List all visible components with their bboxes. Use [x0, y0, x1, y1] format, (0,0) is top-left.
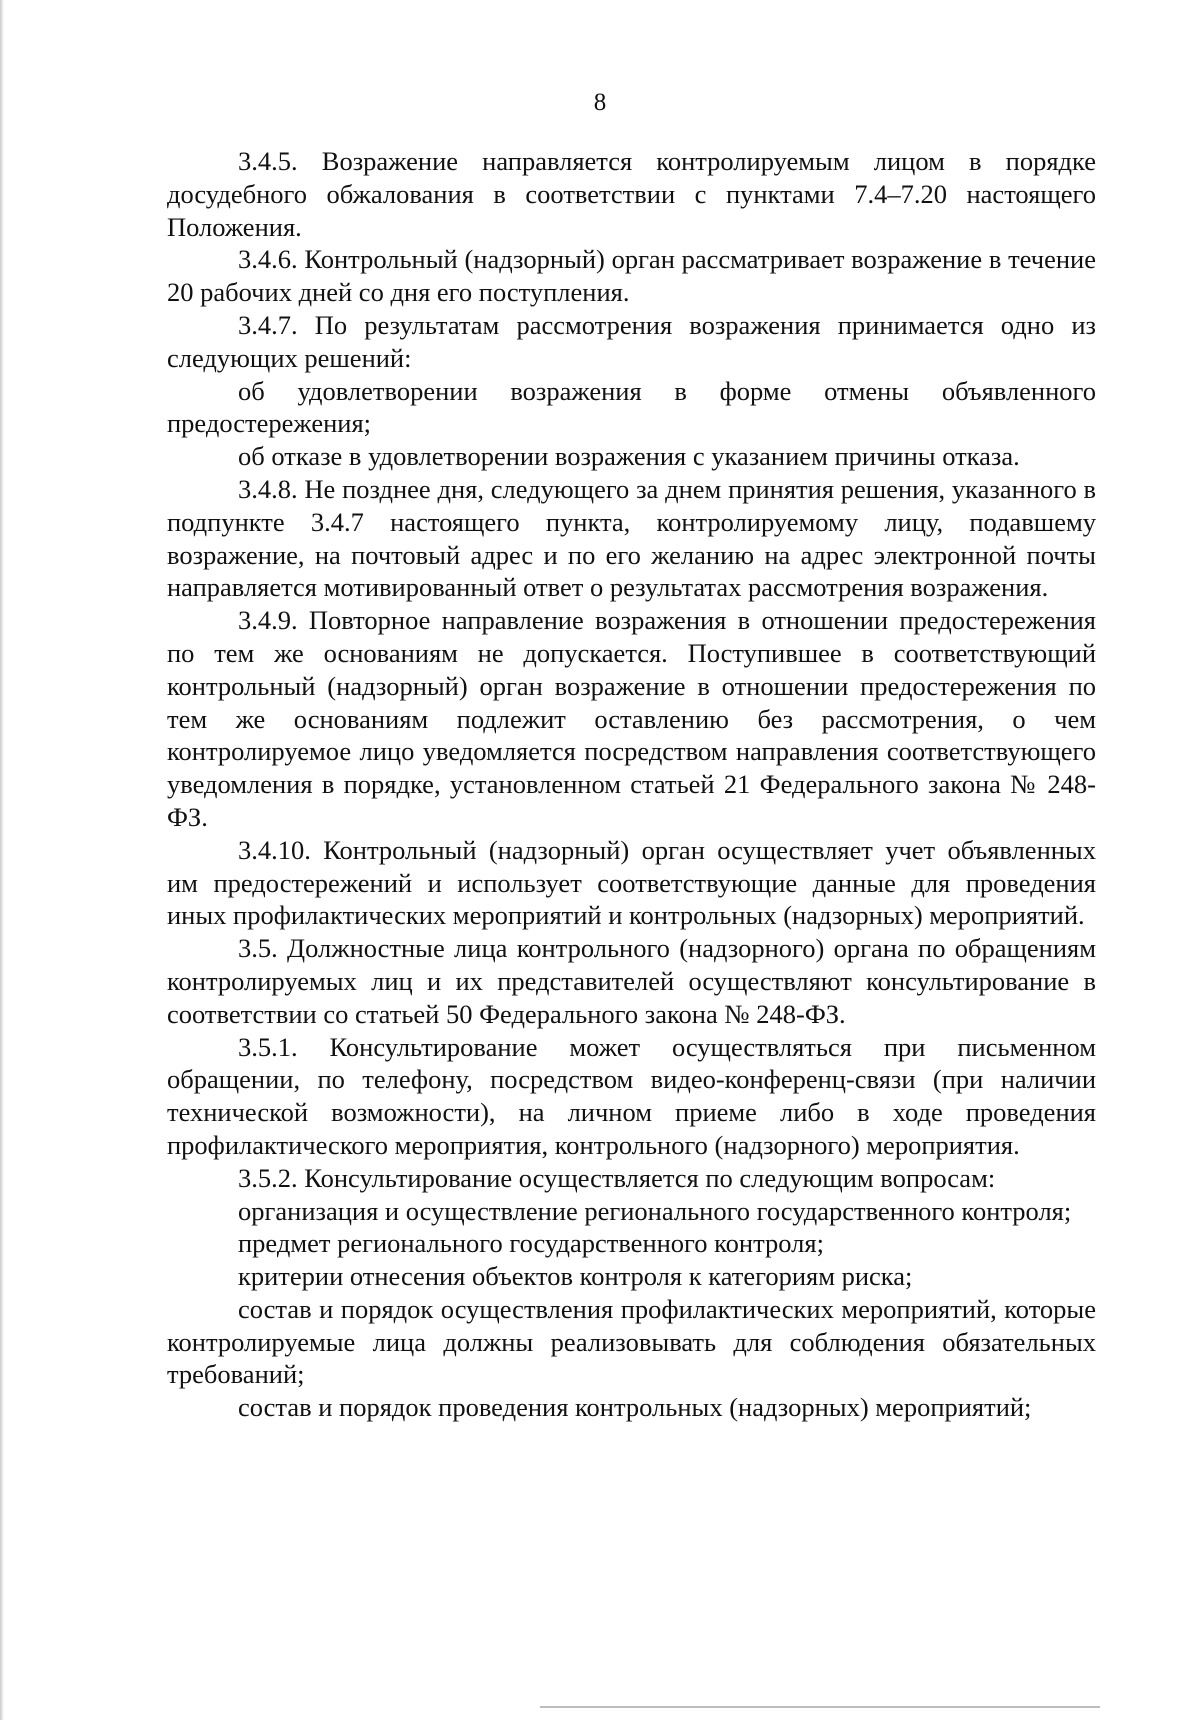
paragraph-3-4-10: 3.4.10. Контрольный (надзорный) орган осуществляет учет объявленных им предостережений и использует соответствующие данные для проведения иных профилактических мероприятий и контрольных (надзорных) мероприятий. — [167, 834, 1096, 931]
list-item-risk-criteria: критерии отнесения объектов контроля к категориям риска; — [238, 1261, 913, 1292]
paragraph-3-5: 3.5. Должностные лица контрольного (надзорного) органа по обращениям контролируемых лиц и их представителей осуществляют консультирование в соответствии со статьей 50 Федерального закона № 248-ФЗ. — [167, 933, 1096, 1029]
paragraph-3-5-1: 3.5.1. Консультирование может осуществляться при письменном обращении, по телефону, посредством видео-конференц-связи (при наличии технической возможности), на личном приеме либо в ходе проведения профилактического мероприятия, контрольного (надзорного) мероприятия. — [167, 1031, 1096, 1160]
list-item-organization: организация и осуществление регионального государственного контроля; — [238, 1195, 1072, 1226]
list-item-prevention-measures: состав и порядок осуществления профилактических мероприятий, которые контролируемые лица должны реализовывать для соблюдения обязательных требований; — [167, 1293, 1096, 1390]
document-body — [167, 145, 1096, 1424]
paragraph-3-4-6: 3.4.6. Контрольный (надзорный) орган рассматривает возражение в течение 20 рабочих дней со дня его поступления. — [167, 244, 1096, 308]
paragraph-3-4-7: 3.4.7. По результатам рассмотрения возражения принимается одно из следующих решений: — [167, 309, 1096, 373]
list-item-decision-refuse: об отказе в удовлетворении возражения с указанием причины отказа. — [238, 441, 1020, 472]
list-item-decision-satisfy: об удовлетворении возражения в форме отмены объявленного предостережения; — [167, 375, 1096, 439]
paragraph-3-4-5: 3.4.5. Возражение направляется контролируемым лицом в порядке досудебного обжалования в соответствии с пунктами 7.4–7.20 настоящего Положения. — [167, 146, 1096, 242]
scan-bottom-edge — [540, 1706, 1100, 1708]
paragraph-3-4-8: 3.4.8. Не позднее дня, следующего за днем принятия решения, указанного в подпункте 3.4.7 настоящего пункта, контролируемому лицу, подавшему возражение, на почтовый адрес и по его желанию на адрес электронной почты направляется мотивированный ответ о результатах рассмотрения возражения. — [167, 473, 1096, 603]
paragraph-3-4-9: 3.4.9. Повторное направление возражения в отношении предостережения по тем же основаниям не допускается. Поступившее в соответствующий контрольный (надзорный) орган возражение в отношении предостережения по тем же основаниям подлежит оставлению без рассмотрения, о чем контролируемое лицо уведомляется посредством направления соответствующего уведомления в порядке, установленном статьей 21 Федерального закона № 248-ФЗ. — [167, 605, 1096, 832]
page-number: 8 — [593, 89, 607, 116]
paragraph-3-5-2: 3.5.2. Консультирование осуществляется по следующим вопросам: — [238, 1162, 996, 1193]
list-item-subject: предмет регионального государственного контроля; — [238, 1228, 824, 1259]
list-item-control-measures: состав и порядок проведения контрольных (надзорных) мероприятий; — [238, 1392, 1032, 1423]
scan-shadow-edge — [0, 0, 4, 1720]
